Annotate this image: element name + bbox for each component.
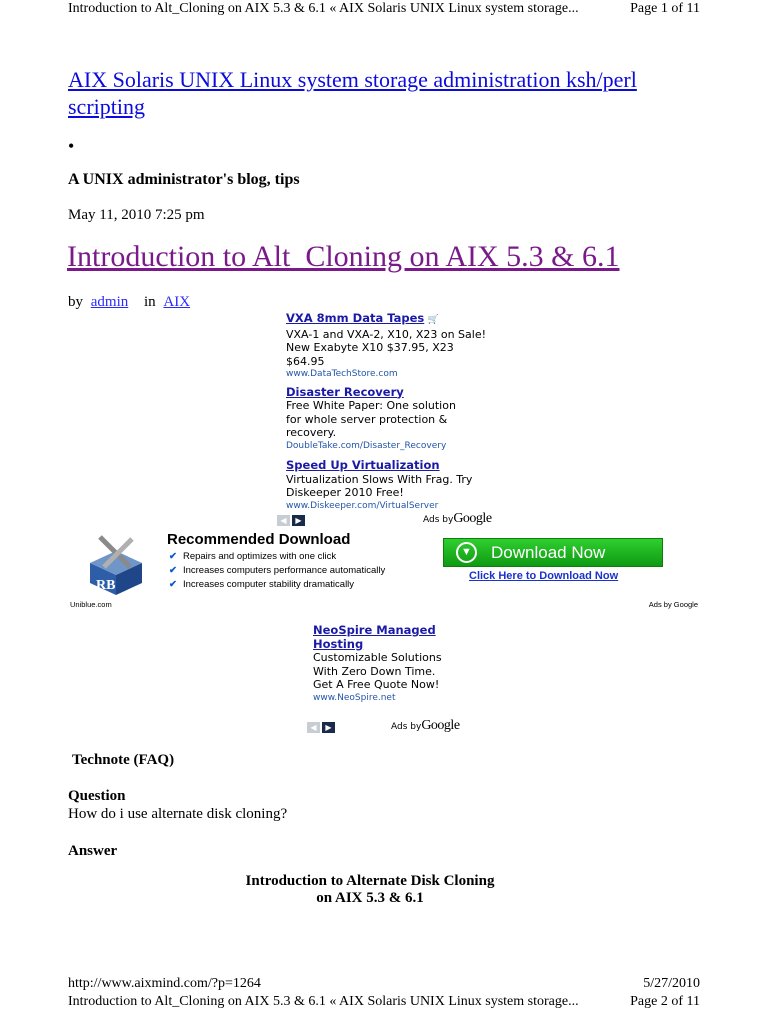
svg-text:RB: RB — [96, 578, 116, 593]
next-arrow-icon[interactable]: ▶ — [322, 722, 335, 733]
ad-item[interactable] — [313, 624, 463, 705]
ad-item[interactable] — [286, 386, 486, 454]
in-label: in — [144, 294, 156, 310]
ad-title[interactable]: Disaster Recovery — [286, 384, 404, 399]
ad-text: Virtualization Slows With Frag. Try Diskeeper 2010 Free! — [286, 472, 473, 499]
download-now-button[interactable]: ▼ Download Now — [443, 538, 663, 567]
download-arrow-icon: ▼ — [456, 542, 477, 563]
banner-bullet: ✔ Repairs and optimizes with one click — [169, 551, 337, 562]
site-title-link[interactable]: AIX Solaris UNIX Linux system storage administration ksh/perl scripting — [68, 67, 637, 119]
ad-url[interactable]: www.NeoSpire.net — [313, 692, 396, 703]
ad-title[interactable]: VXA 8mm Data Tapes — [286, 311, 425, 325]
check-icon: ✔ — [169, 551, 177, 562]
answer-label: Answer — [68, 843, 118, 859]
google-logo: Google — [453, 511, 492, 526]
ad-nav-2 — [307, 722, 335, 733]
check-icon: ✔ — [169, 579, 177, 590]
recommended-download-banner[interactable] — [68, 529, 700, 611]
post-byline — [68, 294, 190, 311]
prev-arrow-icon[interactable]: ◀ — [277, 515, 290, 526]
next-arrow-icon[interactable]: ▶ — [292, 515, 305, 526]
ad-item[interactable] — [286, 312, 486, 382]
technote-heading: Technote (FAQ) — [72, 752, 175, 768]
google-logo: Google — [421, 718, 460, 733]
ad-text: VXA-1 and VXA-2, X10, X23 on Sale! New Exabyte X10 $37.95, X23 $64.95 — [286, 327, 487, 368]
question-label: Question — [68, 788, 126, 804]
post-date: May 11, 2010 7:25 pm — [68, 207, 205, 223]
download-link[interactable]: Click Here to Download Now — [469, 570, 619, 582]
ad-url[interactable]: www.Diskeeper.com/VirtualServer — [286, 500, 439, 511]
category-link[interactable]: AIX — [163, 294, 191, 310]
ad-nav-1 — [277, 515, 305, 526]
banner-bullets — [169, 550, 385, 592]
ad-unit-1 — [286, 312, 486, 513]
check-icon: ✔ — [169, 565, 177, 576]
ads-by-google-2[interactable]: Ads byGoogle — [391, 718, 460, 733]
author-link[interactable]: admin — [90, 294, 129, 310]
print-header-page: Page 1 of 11 — [630, 1, 700, 16]
next-page-header-page: Page 2 of 11 — [630, 994, 700, 1009]
nav-bullet: • — [68, 136, 75, 156]
site-tagline: A UNIX administrator's blog, tips — [68, 171, 300, 188]
ads-by-google-1[interactable]: Ads byGoogle — [423, 511, 492, 526]
cart-icon: 🛒 — [427, 315, 439, 325]
by-label: by — [68, 294, 83, 310]
banner-source: Uniblue.com — [70, 600, 112, 609]
footer-url: http://www.aixmind.com/?p=1264 — [68, 976, 261, 991]
ad-title[interactable]: Speed Up Virtualization — [286, 458, 440, 472]
ad-unit-2 — [313, 624, 463, 705]
ad-text: Customizable Solutions With Zero Down Time. Get A Free Quote Now! — [313, 651, 442, 691]
ad-item[interactable] — [286, 459, 486, 513]
ad-url[interactable]: www.DataTechStore.com — [286, 369, 398, 379]
article-heading: Introduction to Alternate Disk Cloning on AIX 5.3 & 6.1 — [245, 873, 495, 906]
banner-bullet: ✔ Increases computer stability dramatically — [169, 579, 355, 590]
ad-title[interactable]: NeoSpire Managed Hosting — [313, 623, 436, 651]
ad-url[interactable]: DoubleTake.com/Disaster_Recovery — [286, 440, 447, 451]
post-title-link[interactable]: Introduction to Alt_Cloning on AIX 5.3 & 6.1 — [67, 240, 620, 273]
banner-ads-by[interactable]: Ads by Google — [648, 600, 698, 609]
prev-arrow-icon[interactable]: ◀ — [307, 722, 320, 733]
next-page-header-title: Introduction to Alt_Cloning on AIX 5.3 & 6.1 « AIX Solaris UNIX Linux system storage... — [68, 994, 579, 1009]
rb-logo-icon — [82, 533, 150, 597]
banner-title: Recommended Download — [167, 531, 351, 548]
banner-bullet: ✔ Increases computers performance automatically — [169, 565, 386, 576]
footer-date: 5/27/2010 — [643, 976, 700, 991]
question-text: How do i use alternate disk cloning? — [68, 806, 288, 822]
ad-text: Free White Paper: One solution for whole server protection & recovery. — [286, 399, 456, 439]
print-header-title: Introduction to Alt_Cloning on AIX 5.3 & 6.1 « AIX Solaris UNIX Linux system storage... — [68, 1, 579, 16]
